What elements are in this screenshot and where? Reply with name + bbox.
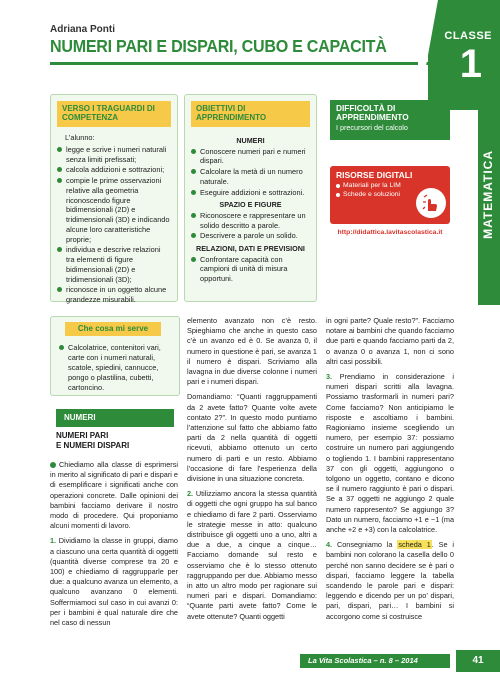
paragraph: Domandiamo: “Quanti raggruppamenti da 2 avete fatto? Quante volte avete contato 2?”. In questo modo puntiamo l’attenzione sul fatto che abbiamo fatto parti da 2 nella quantità di oggetti ricevuti, abbiamo ottenuto un certo numero di parti e un resto. Abbiamo l’occasione di fare l’esperienza della divisione in una situazione concreta.	[187, 392, 317, 484]
risorse-url[interactable]: http://didattica.lavitascolastica.it	[337, 229, 443, 236]
obiettivi-box	[184, 94, 317, 302]
section-label: NUMERI	[56, 409, 174, 427]
paragraph-text: Consegniamo la	[336, 540, 393, 550]
column-1	[50, 460, 178, 633]
traguardi-item: individua e descrive relazioni tra elementi di figure bidimensionali (2D) e tridimensionali (3D);	[57, 245, 171, 284]
paragraph-text: Prendiamo in considerazione i numeri dispari scritti alla lavagna. Possiamo trasformarli in numeri pari? Come facciamo? Non anticipiamo le risposte e ascoltiamo i bambini. Ragioniamo insieme scegliendo un numero, per esempio 37: possiamo costruire un numero pari aggiungendo o togliendo 1. I bambini rappresentano 37 con gli oggetti, aggiungono o tolgono un oggetto, contano e dicono se il numero raggiunto è pari o dispari. Se a 37 oggetti ne aggiungo 2 quale numero rappresento? Se aggiungo 3? Dato un numero, facciamo +1 e −1 (ma anche +2 e +3) con la calcolatrice.	[326, 372, 454, 535]
intro-paragraph	[50, 460, 178, 531]
obiettivi-section-title: SPAZIO E FIGURE	[219, 200, 282, 210]
che-cosa-box	[50, 316, 180, 396]
paragraph-text: . Se i bambini non colorano la casella dello 0 perché non sanno decidere se è pari o dispari, facciamo leggere la tabella scandendo le parole pari e dispari: leggendo e dicendo per un po’ dispari, pari, dispari, pari… I bambini si accorgono come si costruisce	[326, 540, 455, 621]
page-author: Adriana Ponti	[50, 24, 116, 35]
obiettivi-item: Conoscere numeri pari e numeri dispari.	[191, 147, 310, 167]
section-title-line1: NUMERI PARI	[56, 431, 109, 440]
paragraph-text: Dividiamo la classe in gruppi, diamo a ciascuno una certa quantità di oggetti (quantità diverse comprese tra 20 e 100) e chiediamo di raggrupparle per due: a qualcuno avanza un elemento, a qualcuno avanzano 0 elementi. Soffermiamoci sul caso in cui avanzi 0: per i bambini è qual naturale dire che nel caso di nessun	[50, 536, 178, 628]
paragraph-1	[50, 536, 178, 628]
side-label: MATEMATICA	[481, 150, 495, 239]
risorse-title: RISORSE DIGITALI	[336, 170, 413, 180]
paragraph-4	[326, 540, 454, 622]
scheda-highlight: scheda 1	[398, 540, 431, 550]
obiettivi-heading: OBIETTIVI DI APPRENDIMENTO	[191, 101, 310, 127]
traguardi-intro: L’alunno:	[65, 133, 95, 142]
paragraph-2	[187, 489, 317, 622]
page-number: 41	[456, 650, 500, 672]
difficolta-title: DIFFICOLTÀ DI APPRENDIMENTO	[336, 103, 409, 123]
hand-pointer-icon	[416, 188, 446, 218]
traguardi-item: riconosce in un oggetto alcune grandezze misurabili.	[57, 285, 171, 305]
paragraph: elemento avanzato non c’è resto. Spieghiamo che anche in questo caso c’è un avanzo ed è 0. Se avanza 0, il numero in questione è pari, se avanza 1 il numero è dispari. Scriviamo alla lavagna in due diverse colonne i numeri pari e i numeri dispari.	[187, 316, 317, 387]
obiettivi-item: Calcolare la metà di un numero naturale.	[191, 167, 310, 187]
column-3	[326, 316, 454, 627]
intro-text: Chiediamo alla classe di esprimersi in merito al significato di pari e dispari e di esemplificare i significati anche con operazioni concrete. Dalle opinioni dei bambini facciamo derivare il nostro modo di procedere. Qui proponiamo alcuni momenti di lavoro.	[50, 460, 178, 531]
risorse-item: Materiali per la LIM	[336, 182, 444, 191]
page-title: NUMERI PARI E DISPARI, CUBO E CAPACITÀ	[50, 36, 387, 56]
paragraph-number: 1.	[50, 536, 57, 546]
traguardi-item: calcola addizioni e sottrazioni;	[57, 165, 171, 175]
column-2	[187, 316, 317, 627]
traguardi-item: compie le prime osservazioni relative alla geometria riconoscendo figure bidimensionali (2D) e tridimensionali (3D) e indicando alcune loro caratteristiche proprie;	[57, 176, 171, 244]
paragraph-number: 2.	[187, 489, 194, 499]
obiettivi-section-title: NUMERI	[236, 136, 265, 145]
footer-magazine: La Vita Scolastica – n. 8 – 2014	[308, 656, 418, 665]
classe-number: 1	[459, 42, 482, 86]
risorse-item: Schede e soluzioni	[336, 191, 444, 200]
obiettivi-item: Eseguire addizioni e sottrazioni.	[191, 188, 310, 198]
traguardi-heading: VERSO I TRAGUARDI DI COMPETENZA	[57, 101, 171, 127]
traguardi-box	[50, 94, 178, 305]
risorse-box	[330, 166, 450, 224]
che-cosa-text: Calcolatrice, contenitori vari, carte con i numeri naturali, scatole, spiedini, cannucce, pongo o plastilina, cubetti, cartoncino.	[59, 343, 175, 393]
che-cosa-heading: Che cosa mi serve	[65, 322, 161, 336]
obiettivi-item: Riconoscere e rappresentare un solido descritto a parole.	[191, 211, 310, 231]
corner-fold	[418, 0, 438, 110]
classe-label: CLASSE	[444, 30, 492, 42]
section-title	[56, 431, 129, 451]
obiettivi-item: Descrivere a parole un solido.	[191, 231, 310, 241]
paragraph-text: Utilizziamo ancora la stessa quantità di oggetti che ogni gruppo ha sul banco e chiediamo di fare 2 parti. Osserviamo le strategie messe in atto: qualcuno distribuisce gli oggetti uno a uno, altri a due a due, a cinque a cinque… Facciamo domande sul resto e osserviamo che è lo stesso ottenuto raggruppando per due. Abbiamo messo in atto un altro modo per ragionare sui numeri pari e dispari. Domandiamo: “Quante parti avete fatto? Come le avete ottenute? Quanti oggetti	[187, 489, 317, 621]
obiettivi-section-title: RELAZIONI, DATI E PREVISIONI	[196, 244, 305, 254]
paragraph: in ogni parte? Quale resto?”. Facciamo notare ai bambini che quando facciamo due parti e quando facciamo parti da 2, o avanza 0 o avanza 1, non ci sono altri casi possibili.	[326, 316, 454, 366]
difficolta-box	[330, 100, 450, 140]
paragraph-3	[326, 372, 454, 535]
obiettivi-body	[185, 127, 316, 284]
section-title-line2: E NUMERI DISPARI	[56, 441, 130, 450]
title-rule	[50, 62, 440, 65]
paragraph-number: 3.	[326, 372, 333, 382]
difficolta-subtitle: I precursori del calcolo	[336, 123, 408, 133]
obiettivi-item: Confrontare capacità con campioni di unità di misura opportuni.	[191, 255, 310, 284]
green-bullet-icon	[50, 462, 56, 468]
paragraph-number: 4.	[326, 540, 333, 550]
traguardi-body	[51, 127, 177, 305]
traguardi-item: legge e scrive i numeri naturali senza limiti prefissati;	[57, 145, 171, 165]
